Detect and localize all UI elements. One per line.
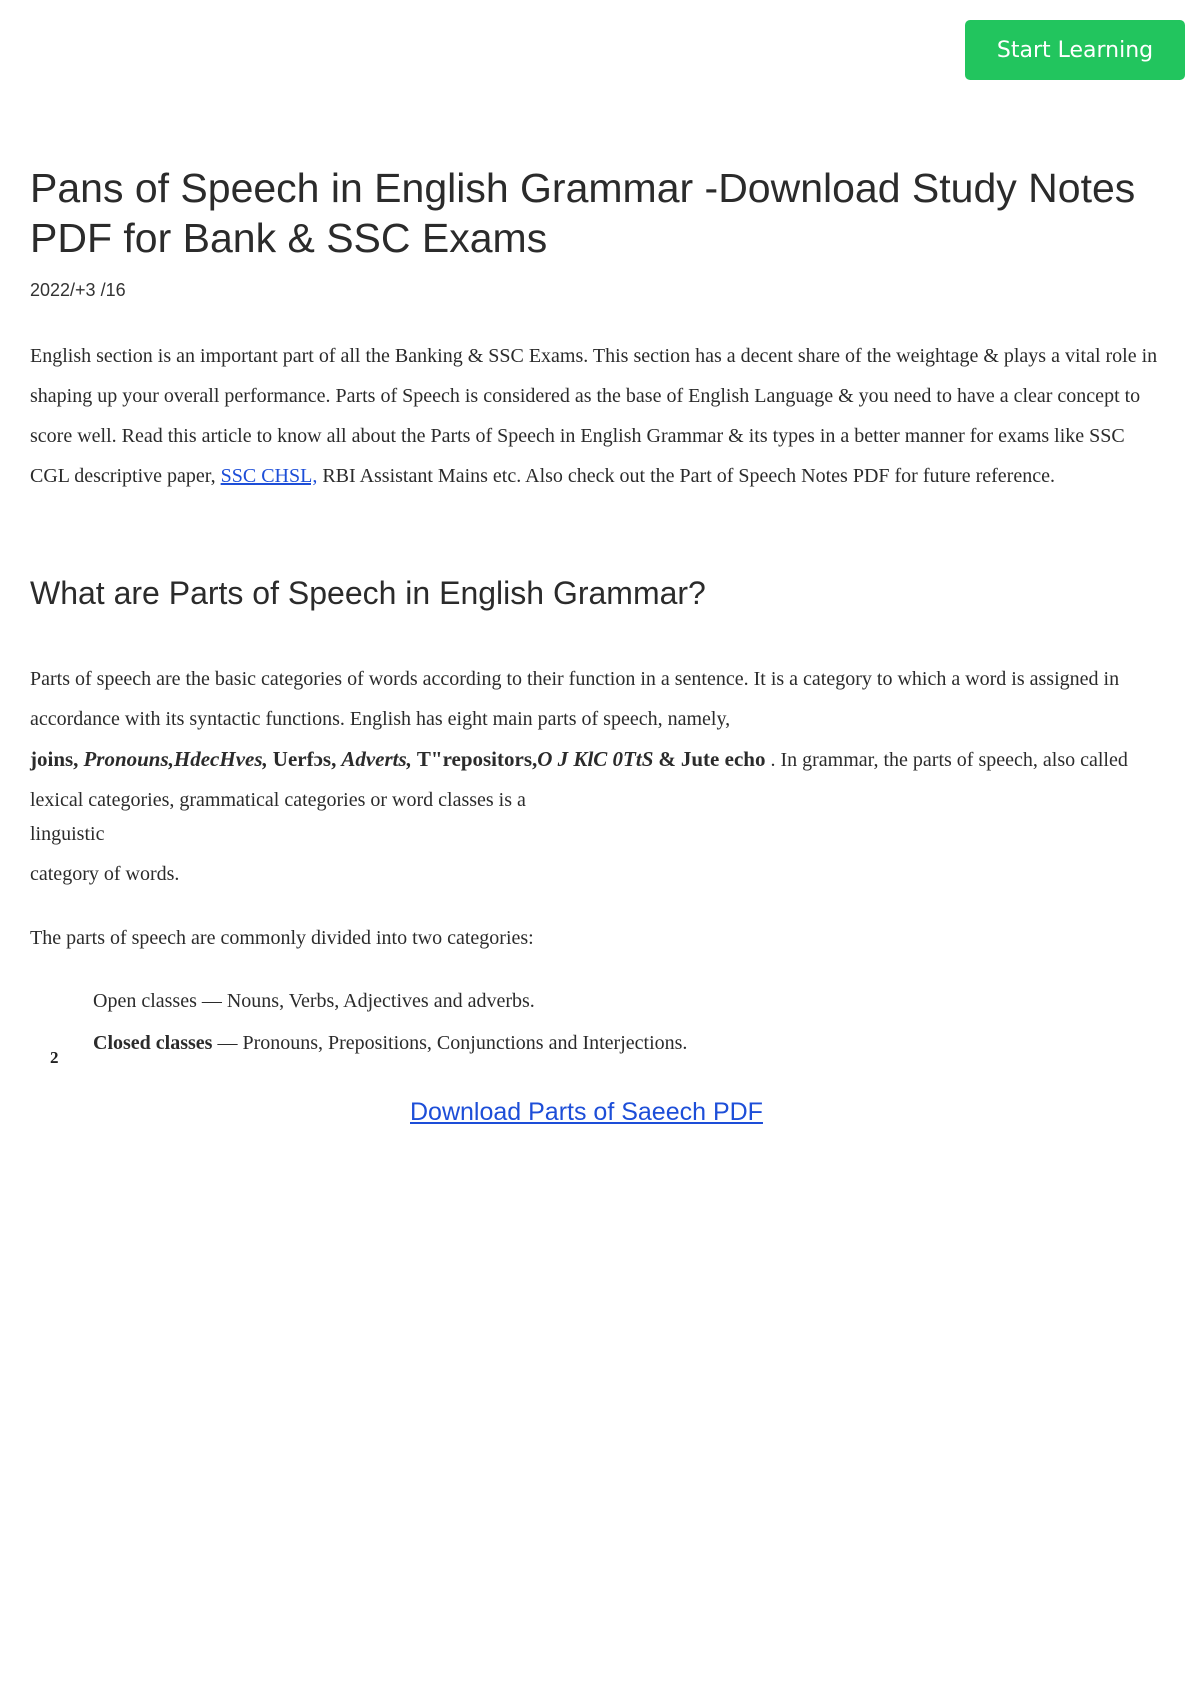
pos-amp: & — [658, 747, 676, 771]
publish-date: 2022/+3 /16 — [30, 280, 126, 300]
pos-pronouns: Pronouns, — [83, 747, 174, 771]
closed-classes-item — [93, 1032, 687, 1055]
page-title: Pans of Speech in English Grammar -Download Study Notes PDF for Bank & SSC Exams — [30, 165, 1136, 261]
ssc-chsl-link[interactable]: SSC CHSL, — [220, 465, 318, 487]
pos-conjunctions: O J KlC 0TtS — [537, 747, 654, 771]
start-learning-button[interactable]: Start Learning — [965, 20, 1185, 80]
download-pdf-link[interactable]: Download Parts of Saeech PDF — [410, 1098, 763, 1126]
intro-paragraph — [30, 336, 1162, 496]
open-classes-item: Open classes — Nouns, Verbs, Adjectives and adverbs. — [93, 990, 535, 1012]
pos-interjections: Jute echo — [680, 747, 766, 771]
pos-prepositions: T"repositors, — [416, 747, 538, 771]
pos-verbs: Uerfɔs, — [272, 747, 337, 771]
section-heading: What are Parts of Speech in English Grammar? — [30, 575, 706, 611]
definition-paragraph — [30, 659, 1162, 820]
division-text: The parts of speech are commonly divided into two categories: — [30, 927, 534, 949]
pos-adverbs: Adverts, — [341, 747, 412, 771]
closed-classes-text: — Pronouns, Prepositions, Conjunctions and Interjections. — [212, 1032, 688, 1054]
definition-text: Parts of speech are the basic categories of words according to their function in a sentence. It is a category to which a word is assigned in accordance with its syntactic functions. English has eight main parts of speech, namely, — [30, 668, 1120, 730]
pos-adjectives: HdecHves, — [173, 747, 268, 771]
pos-nouns: joins, — [30, 747, 79, 771]
intro-text: English section is an important part of all the Banking & SSC Exams. This section has a decent share of the weightage & plays a vital role in shaping up your overall performance. Parts of Speech is considered as the base of English Language & you need to have a clear concept to score well. Read this article to know all about the Parts of Speech in English Grammar & its types in a better manner for exams like SSC CGL descriptive paper, — [30, 345, 1158, 487]
category-line: category of words. — [30, 863, 180, 885]
linguistic-line: linguistic — [30, 823, 105, 845]
definition-tail: . In grammar, the parts of speech, also called lexical categories, grammatical categories or word classes is a — [30, 749, 1128, 811]
page-number: 2 — [50, 1048, 59, 1067]
intro-tail: RBI Assistant Mains etc. Also check out the Part of Speech Notes PDF for future reference. — [317, 465, 1055, 487]
closed-classes-label: Closed classes — [93, 1032, 213, 1054]
